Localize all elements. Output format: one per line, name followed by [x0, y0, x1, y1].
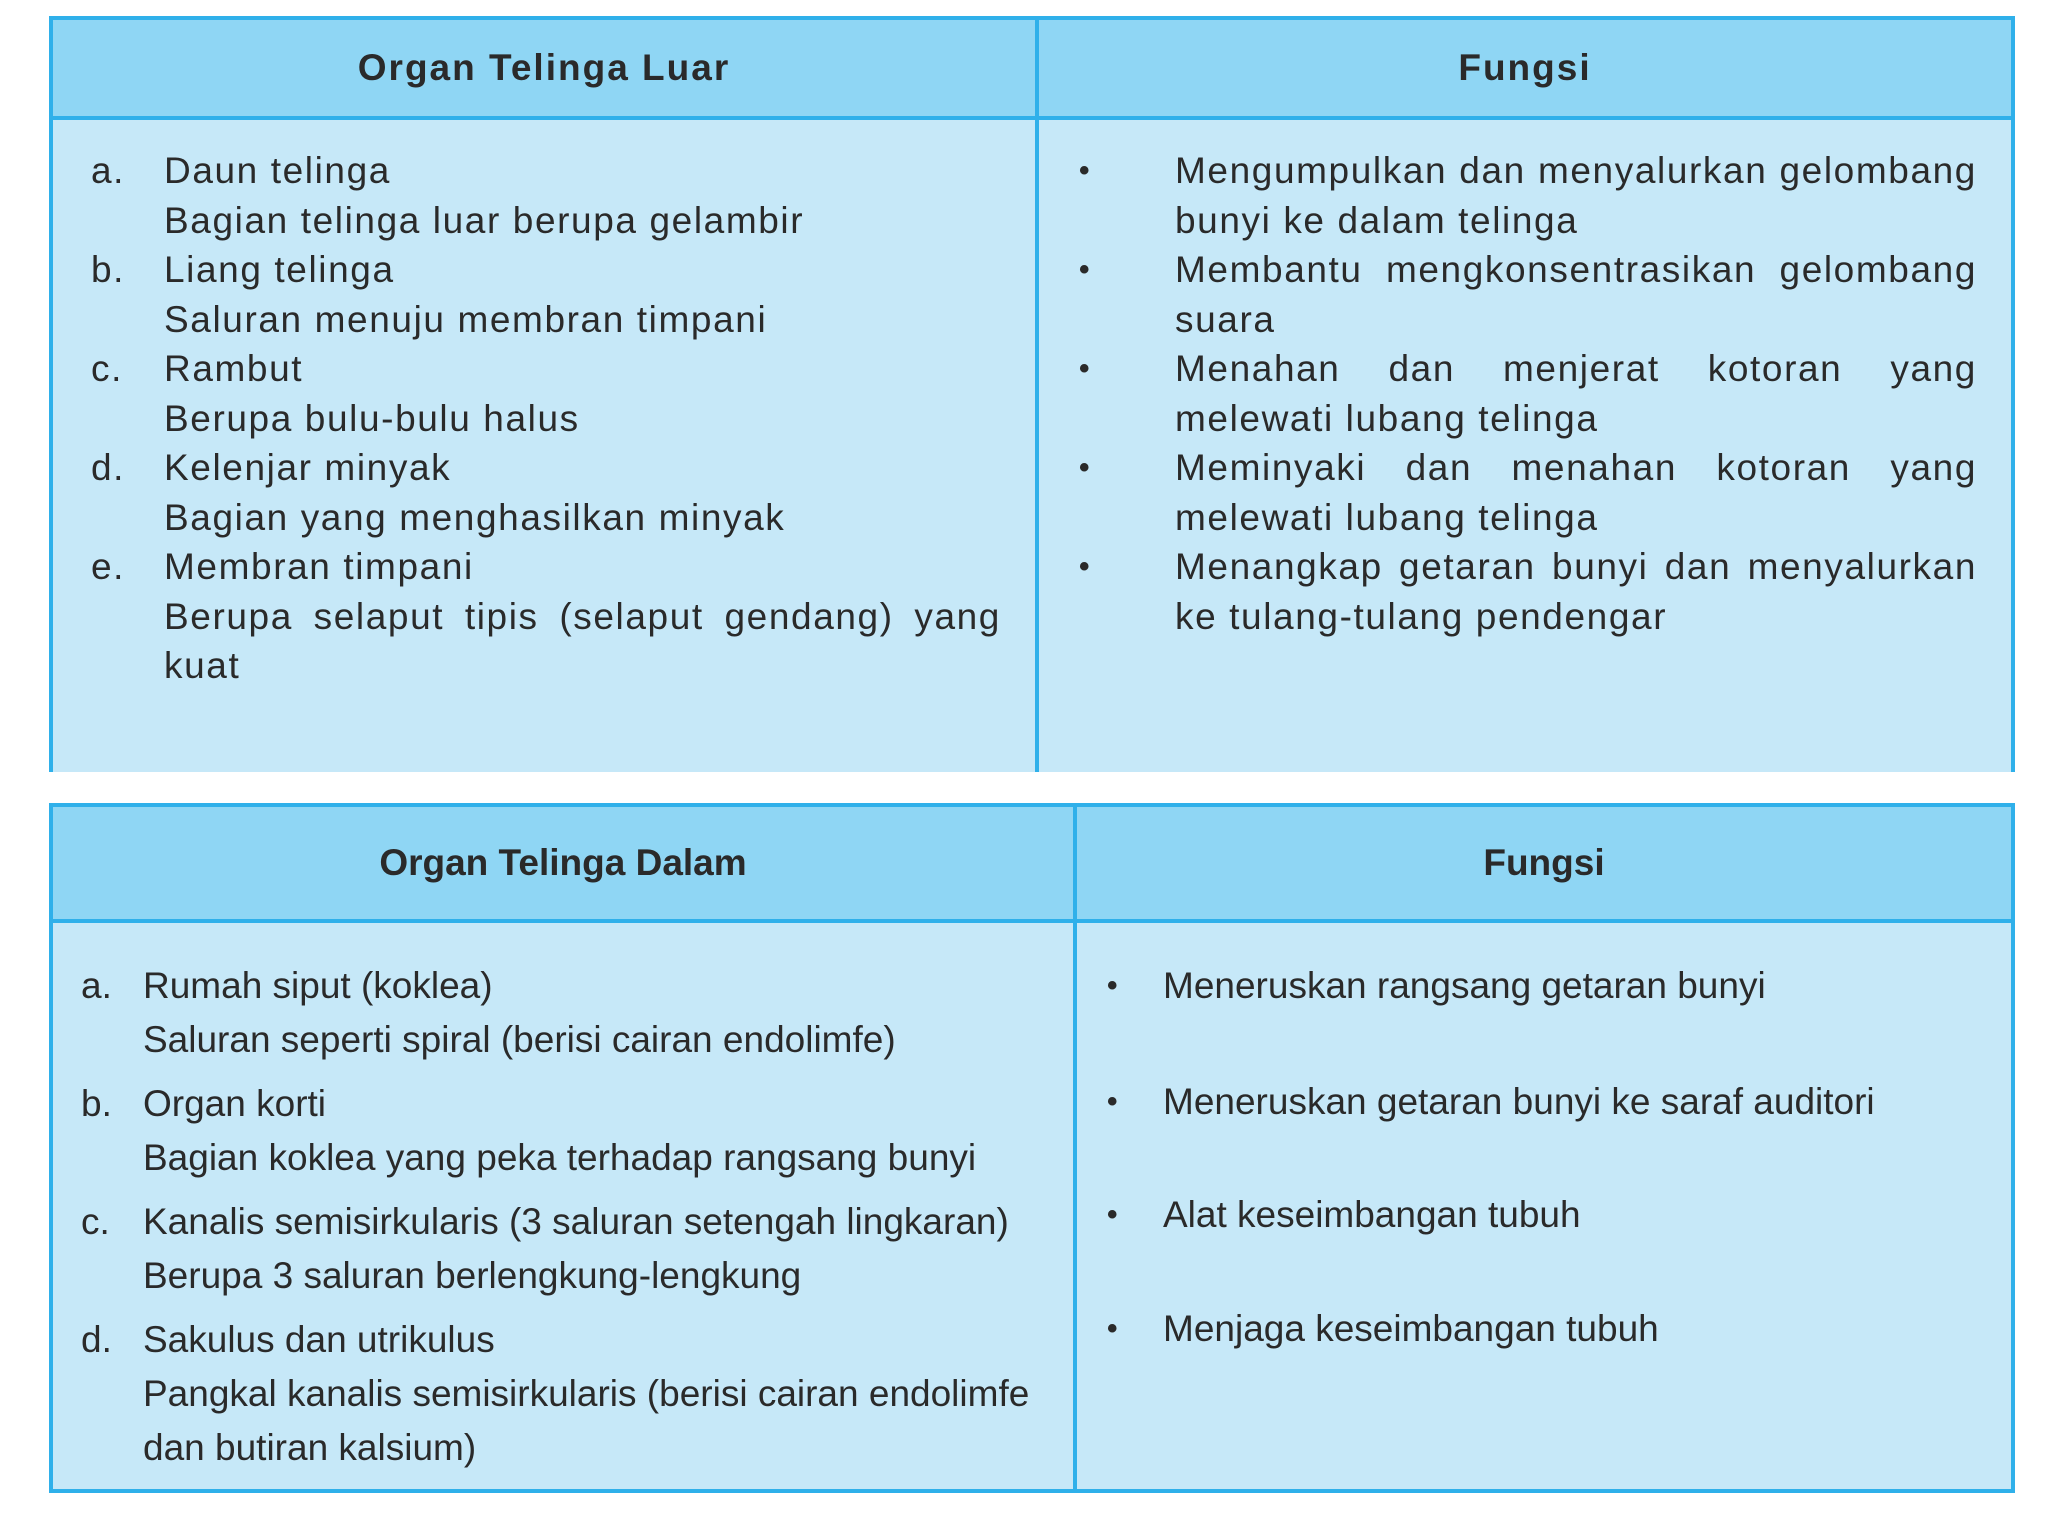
organ-name: Liang telinga: [164, 249, 395, 290]
outer-ear-function-item: [1079, 146, 1977, 245]
function-text: Menangkap getaran bunyi dan menyalurkan ke tulang-tulang pendengar: [1175, 546, 1977, 637]
outer-ear-function-item: [1079, 344, 1977, 443]
organ-name: Membran timpani: [164, 546, 474, 587]
bullet-icon: •: [1107, 1198, 1118, 1231]
inner-ear-function-item: [1107, 1075, 1991, 1188]
inner-ear-table: [49, 803, 2015, 1493]
function-text: Meneruskan getaran bunyi ke saraf auditori: [1163, 1081, 1875, 1122]
organ-name: Kanalis semisirkularis (3 saluran setengah lingkaran): [143, 1201, 1009, 1242]
inner-ear-organ-item: [81, 1313, 1053, 1475]
organ-letter: d.: [91, 447, 126, 488]
function-text: Meneruskan rangsang getaran bunyi: [1163, 965, 1766, 1006]
organ-description: Bagian yang menghasilkan minyak: [164, 496, 786, 538]
outer-ear-header-row: [51, 18, 2013, 118]
outer-ear-organ-item: [91, 146, 1001, 245]
bullet-icon: •: [1107, 969, 1118, 1002]
inner-ear-organ-item: [81, 1077, 1053, 1185]
organ-description: Berupa selaput tipis (selaput gendang) yang kuat: [164, 595, 1001, 686]
outer-ear-function-header: Fungsi: [1037, 18, 2013, 118]
outer-ear-organ-item: [91, 344, 1001, 443]
inner-ear-organ-header: Organ Telinga Dalam: [51, 805, 1075, 921]
bullet-icon: •: [1079, 352, 1092, 385]
outer-ear-table: [49, 16, 2015, 772]
inner-ear-organ-item: [81, 959, 1053, 1067]
organ-name: Organ korti: [143, 1083, 327, 1124]
organ-letter: b.: [91, 249, 126, 290]
outer-ear-function-item: [1079, 245, 1977, 344]
outer-ear-organ-item: [91, 245, 1001, 344]
inner-ear-function-item: [1107, 1302, 1991, 1356]
organ-letter: d.: [81, 1319, 112, 1360]
organ-description: Bagian telinga luar berupa gelambir: [164, 199, 805, 241]
inner-ear-function-item: [1107, 959, 1991, 1075]
function-text: Mengumpulkan dan menyalurkan gelombang bunyi ke dalam telinga: [1175, 150, 1977, 241]
outer-ear-function-item: [1079, 542, 1977, 641]
organ-name: Rumah siput (koklea): [143, 965, 493, 1006]
inner-ear-header-row: [51, 805, 2013, 921]
organ-letter: b.: [81, 1083, 112, 1124]
organ-name: Daun telinga: [164, 150, 391, 191]
outer-ear-body-row: [51, 118, 2013, 772]
outer-ear-organ-header: Organ Telinga Luar: [51, 18, 1037, 118]
organ-description: Bagian koklea yang peka terhadap rangsang bunyi: [143, 1137, 977, 1178]
function-text: Alat keseimbangan tubuh: [1163, 1194, 1581, 1235]
organ-description: Berupa 3 saluran berlengkung-lengkung: [143, 1255, 802, 1296]
organ-name: Sakulus dan utrikulus: [143, 1319, 495, 1360]
bullet-icon: •: [1079, 451, 1092, 484]
inner-ear-function-cell: [1075, 921, 2013, 1491]
inner-ear-organ-cell: [51, 921, 1075, 1491]
organ-description: Saluran menuju membran timpani: [164, 298, 768, 340]
outer-ear-organ-item: [91, 443, 1001, 542]
function-text: Membantu mengkonsentrasikan gelombang suara: [1175, 249, 1977, 340]
organ-description: Pangkal kanalis semisirkularis (berisi cairan endolimfe dan butiran kalsium): [143, 1373, 1030, 1468]
organ-description: Berupa bulu-bulu halus: [164, 397, 580, 439]
organ-letter: a.: [81, 965, 112, 1006]
inner-ear-function-header: Fungsi: [1075, 805, 2013, 921]
function-text: Menahan dan menjerat kotoran yang melewati lubang telinga: [1175, 348, 1977, 439]
organ-name: Rambut: [164, 348, 304, 389]
outer-ear-organ-cell: [51, 118, 1037, 772]
function-text: Meminyaki dan menahan kotoran yang melewati lubang telinga: [1175, 447, 1977, 538]
organ-description: Saluran seperti spiral (berisi cairan endolimfe): [143, 1019, 896, 1060]
bullet-icon: •: [1079, 154, 1092, 187]
function-text: Menjaga keseimbangan tubuh: [1163, 1308, 1659, 1349]
organ-name: Kelenjar minyak: [164, 447, 452, 488]
organ-letter: c.: [81, 1201, 110, 1242]
organ-letter: c.: [91, 348, 123, 389]
organ-letter: e.: [91, 546, 126, 587]
outer-ear-function-cell: [1037, 118, 2013, 772]
bullet-icon: •: [1107, 1085, 1118, 1118]
bullet-icon: •: [1107, 1312, 1118, 1345]
outer-ear-function-item: [1079, 443, 1977, 542]
inner-ear-function-item: [1107, 1188, 1991, 1302]
bullet-icon: •: [1079, 253, 1092, 286]
organ-letter: a.: [91, 150, 126, 191]
bullet-icon: •: [1079, 550, 1092, 583]
inner-ear-body-row: [51, 921, 2013, 1491]
inner-ear-organ-item: [81, 1195, 1053, 1303]
outer-ear-organ-item: [91, 542, 1001, 691]
